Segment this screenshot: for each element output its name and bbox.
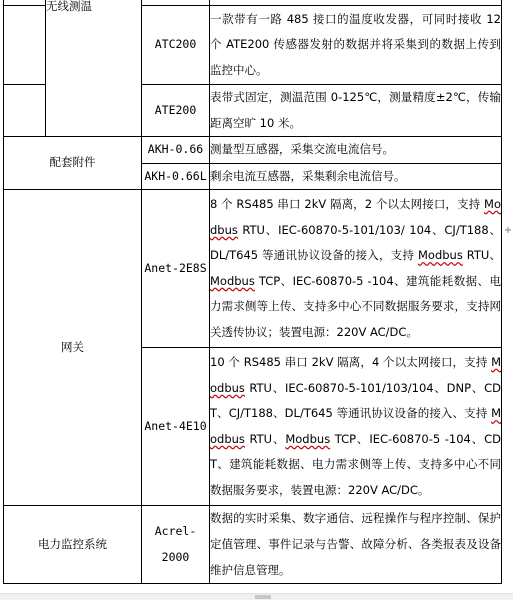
desc-anet2e8s: 8 个 RS485 串口 2kV 隔离，2 个以太网接口，支持 Modbus RTU、IEC-60870-5-101/103/ 104、CJ/T188、DL/T645 等通讯协议设备的接入，支持 Modbus RTU、Modbus TCP、IEC-60870-5 -104、建筑能耗数据、电力需求侧等上传、支持多中心不同数据服务要求，支持网关透传协议；装置电源：220V AC/DC。 (210, 190, 502, 348)
model-akh066l: AKH-0.66L (142, 163, 210, 190)
desc-akh066: 测量型互感器，采集交流电流信号。 (210, 137, 502, 164)
model-acrel2000: Acrel-2000 (142, 506, 210, 584)
scroll-indicator-icon[interactable]: + (503, 225, 513, 236)
spellcheck-word: Modbus (210, 406, 501, 446)
category-label: 电力监控系统 (38, 537, 107, 552)
category-label: 配套附件 (49, 155, 96, 170)
table-row (4, 506, 502, 584)
category-label: 网关 (61, 340, 84, 355)
spellcheck-word: Modbus (285, 431, 331, 446)
category-accessories (4, 137, 142, 190)
model-ate200: ATE200 (142, 85, 210, 137)
desc-anet4e10: 10 个 RS485 串口 2kV 隔离，4 个以太网接口，支持 Modbus RTU、IEC-60870-5-101/103/104、DNP、CDT、CJ/T188、DL/T645 等通讯协议设备的接入、支持 Modbus RTU、Modbus TCP、IEC-60870-5 -104、CDT、建筑能耗数据、电力需求侧等上传、支持多中心不同数据服务要求，装置电源：220V AC/DC。 (210, 348, 502, 506)
desc-ate200: 表带式固定，测温范围 0-125℃，测量精度±2℃，传输距离空旷 10 米。 (210, 85, 502, 137)
table-row (4, 190, 502, 348)
product-spec-table (3, 0, 502, 584)
scrollbar-thumb[interactable] (255, 595, 271, 599)
desc-akh066l: 剩余电流互感器，采集剩余电流信号。 (210, 163, 502, 190)
spellcheck-word: Modbus (210, 197, 501, 237)
desc-atc200: 一款带有一路 485 接口的温度收发器，可同时接收 12 个 ATE200 传感器发射的数据并将采集到的数据上传到监控中心。 (210, 6, 502, 85)
spellcheck-word: Modbus (210, 355, 501, 395)
category-wireless-temp (46, 0, 142, 137)
model-atc200: ATC200 (142, 6, 210, 85)
spellcheck-word: Modbus (210, 273, 255, 288)
category-label: 无线测温 (46, 0, 92, 13)
horizontal-scrollbar[interactable] (0, 593, 513, 600)
model-anet2e8s: Anet-2E8S (142, 190, 210, 348)
category-power-monitoring (4, 506, 142, 584)
category-gateway (4, 190, 142, 506)
table-row (4, 137, 502, 164)
spellcheck-word: Modbus (417, 248, 463, 263)
desc-acrel2000: 数据的实时采集、数字通信、远程操作与程序控制、保护定值管理、事件记录与告警、故障分析、各类报表及设备维护信息管理。 (210, 506, 502, 584)
model-anet4e10: Anet-4E10 (142, 348, 210, 506)
model-akh066: AKH-0.66 (142, 137, 210, 164)
